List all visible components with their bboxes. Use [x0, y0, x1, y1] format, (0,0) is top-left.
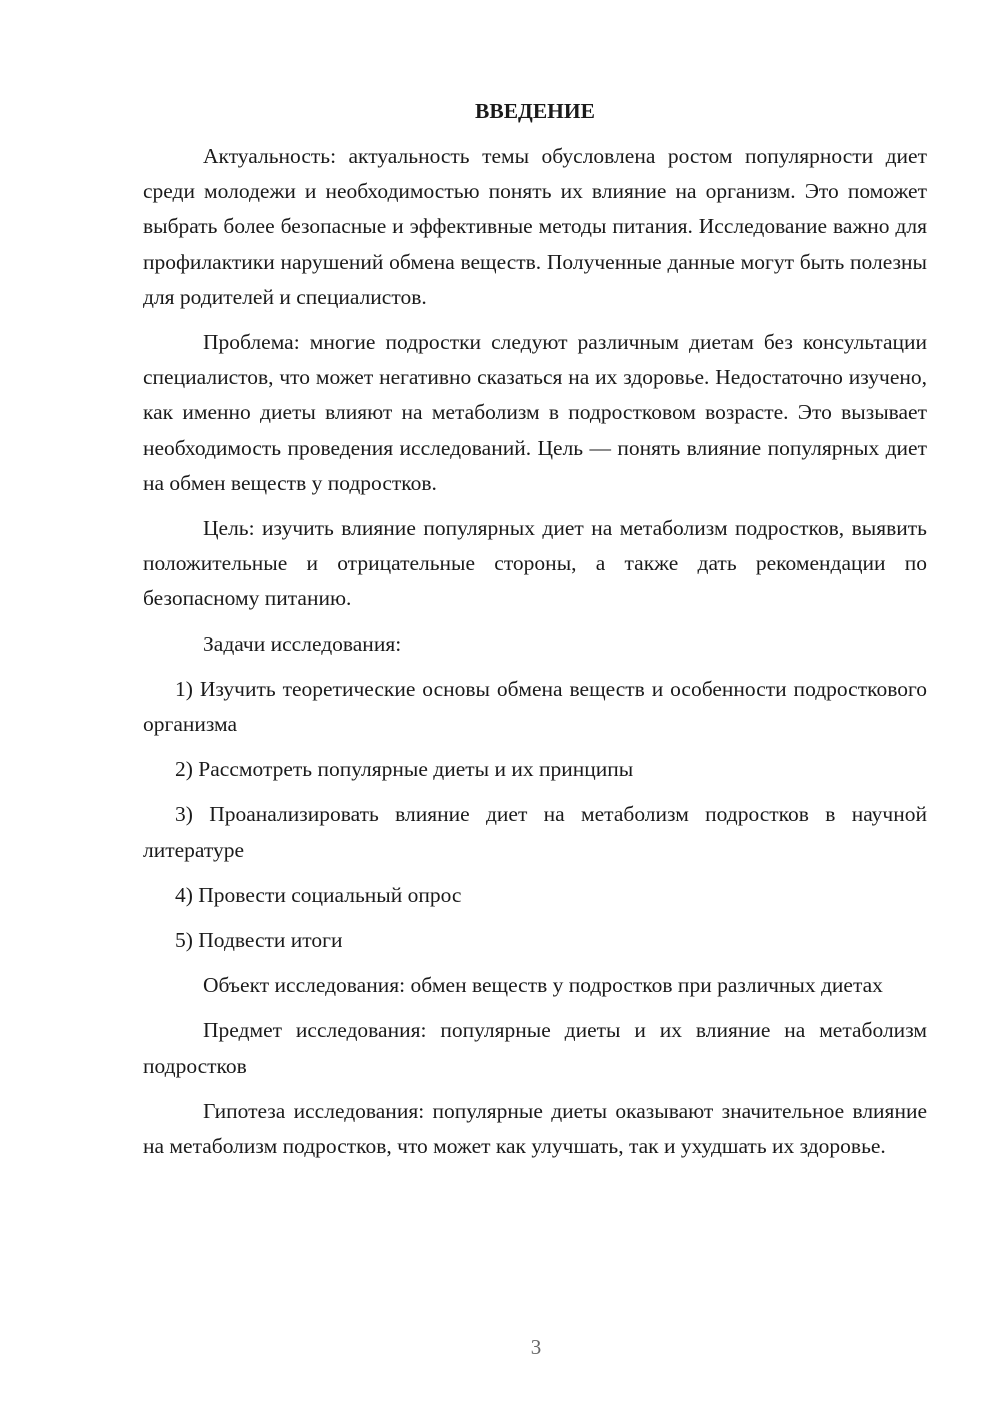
page-content	[143, 94, 927, 1174]
paragraph-relevance: Актуальность: актуальность темы обусловлена ростом популярности диет среди молодежи и необходимостью понять их влияние на организм. Это поможет выбрать более безопасные и эффективные методы питания. Исследование важно для профилактики нарушений обмена веществ. Полученные данные могут быть полезны для родителей и специалистов.	[143, 144, 927, 309]
task-item-5: 5) Подвести итоги	[175, 928, 343, 953]
paragraph-goal: Цель: изучить влияние популярных диет на метаболизм подростков, выявить положительные и отрицательные стороны, а также дать рекомендации по безопасному питанию.	[143, 516, 927, 611]
task-item-3: 3) Проанализировать влияние диет на метаболизм подростков в научной литературе	[143, 802, 927, 862]
task-item-4: 4) Провести социальный опрос	[175, 882, 462, 907]
paragraph-tasks-heading: Задачи исследования:	[203, 631, 402, 656]
page-number: 3	[530, 1335, 542, 1359]
paragraph-object: Объект исследования: обмен веществ у подростков при различных диетах	[203, 973, 883, 998]
paragraph-problem: Проблема: многие подростки следуют различным диетам без консультации специалистов, что может негативно сказаться на их здоровье. Недостаточно изучено, как именно диеты влияют на метаболизм в подростковом возрасте. Это вызывает необходимость проведения исследований. Цель — понять влияние популярных диет на обмен веществ у подростков.	[143, 330, 927, 495]
paragraph-subject: Предмет исследования: популярные диеты и их влияние на метаболизм подростков	[143, 1018, 927, 1078]
task-item-2: 2) Рассмотреть популярные диеты и их принципы	[175, 757, 634, 782]
section-title: ВВЕДЕНИЕ	[475, 99, 595, 123]
paragraph-hypothesis: Гипотеза исследования: популярные диеты оказывают значительное влияние на метаболизм подростков, что может как улучшать, так и ухудшать их здоровье.	[143, 1098, 927, 1159]
task-item-1: 1) Изучить теоретические основы обмена веществ и особенности подросткового организма	[143, 676, 927, 737]
